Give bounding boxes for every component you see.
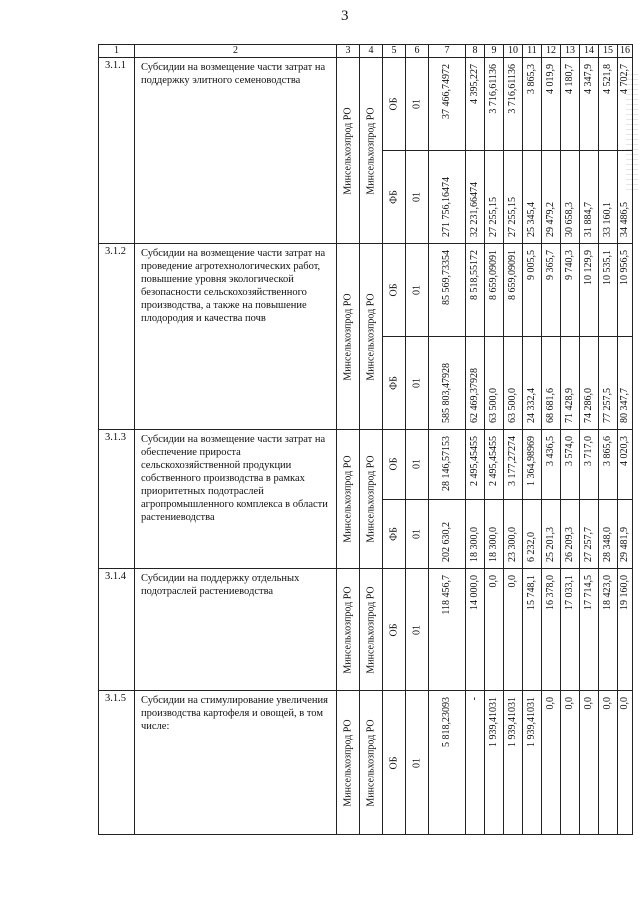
amount-value: 8 659,09091 xyxy=(488,250,499,300)
amount-cell xyxy=(466,499,485,569)
amount-cell xyxy=(485,430,504,500)
header-cell: 15 xyxy=(599,45,618,58)
table-row xyxy=(99,58,633,151)
header-row xyxy=(99,45,633,58)
amount-cell xyxy=(542,430,561,500)
amount-cell xyxy=(429,151,466,244)
amount-value: 9 740,3 xyxy=(564,250,575,280)
budget-source-text: ОБ xyxy=(388,97,400,111)
row-description: Субсидии на возмещение части затрат на поддержку элитного семеноводства xyxy=(135,58,337,244)
amount-cell xyxy=(599,430,618,500)
row-description: Субсидии на стимулирование увеличения производства картофеля и овощей, в том числе: xyxy=(135,691,337,835)
budget-source-text: ОБ xyxy=(388,457,400,471)
amount-value: 24 332,4 xyxy=(526,388,537,423)
budget-source-text: ФБ xyxy=(388,526,400,541)
budget-code-text: 01 xyxy=(411,378,423,388)
amount-value: 4 395,227 xyxy=(469,64,480,104)
amount-cell xyxy=(429,337,466,430)
amount-cell xyxy=(599,569,618,691)
amount-value: 30 658,3 xyxy=(564,202,575,237)
amount-value: 5 818,23093 xyxy=(441,697,452,747)
amount-value: 10 129,9 xyxy=(583,250,594,285)
amount-value: 14 000,0 xyxy=(469,575,480,610)
row-number: 3.1.1 xyxy=(99,58,135,244)
amount-cell xyxy=(466,430,485,500)
amount-cell xyxy=(429,691,466,835)
header-cell: 14 xyxy=(580,45,599,58)
amount-cell xyxy=(542,499,561,569)
amount-cell xyxy=(542,569,561,691)
participant-text: Минсельхозпрод РО xyxy=(365,106,377,195)
budget-source-cell xyxy=(383,569,406,691)
amount-value: 8 518,55172 xyxy=(469,250,480,300)
amount-cell xyxy=(485,58,504,151)
amount-cell xyxy=(580,569,599,691)
amount-cell xyxy=(599,58,618,151)
amount-value: 0,0 xyxy=(583,697,594,710)
amount-value: 0,0 xyxy=(488,575,499,588)
header-cell: 2 xyxy=(135,45,337,58)
amount-value: 17 033,1 xyxy=(564,575,575,610)
amount-value: 3 574,0 xyxy=(564,436,575,466)
amount-value: 9 005,5 xyxy=(526,250,537,280)
amount-cell xyxy=(523,499,542,569)
amount-value: 3 716,61136 xyxy=(507,64,518,114)
amount-value: 4 347,9 xyxy=(583,64,594,94)
budget-code-cell xyxy=(406,151,429,244)
amount-value: 77 257,5 xyxy=(602,388,613,423)
amount-cell xyxy=(599,499,618,569)
amount-cell xyxy=(523,337,542,430)
amount-cell xyxy=(561,430,580,500)
amount-value: 23 300,0 xyxy=(507,527,518,562)
header-cell: 16 xyxy=(618,45,633,58)
amount-value: 28 146,57153 xyxy=(441,436,452,491)
executor-text: Минсельхозпрод РО xyxy=(342,106,354,195)
amount-cell xyxy=(429,430,466,500)
header-cell: 1 xyxy=(99,45,135,58)
amount-cell xyxy=(504,691,523,835)
row-number: 3.1.2 xyxy=(99,244,135,430)
budget-code-cell xyxy=(406,499,429,569)
table-row xyxy=(99,691,633,835)
budget-source-text: ОБ xyxy=(388,283,400,297)
budget-code-text: 01 xyxy=(411,624,423,635)
amount-value: 26 209,3 xyxy=(564,527,575,562)
amount-value: 29 479,2 xyxy=(545,202,556,237)
amount-value: 25 201,3 xyxy=(545,527,556,562)
amount-cell xyxy=(504,58,523,151)
amount-value: 3 436,5 xyxy=(545,436,556,466)
amount-value: 4 020,3 xyxy=(619,436,630,466)
participant-text: Минсельхозпрод РО xyxy=(365,718,377,807)
amount-value: 202 630,2 xyxy=(441,522,452,562)
budget-source-cell xyxy=(383,337,406,430)
participant-cell xyxy=(360,569,383,691)
amount-value: 3 716,61136 xyxy=(488,64,499,114)
amount-cell xyxy=(523,691,542,835)
amount-cell xyxy=(485,337,504,430)
header-cell: 13 xyxy=(561,45,580,58)
participant-text: Минсельхозпрод РО xyxy=(365,455,377,543)
budget-source-cell xyxy=(383,691,406,835)
amount-cell xyxy=(561,244,580,337)
executor-cell xyxy=(337,569,360,691)
amount-value: 10 956,5 xyxy=(619,250,630,285)
amount-value: 1 939,41031 xyxy=(507,697,518,747)
amount-value: 15 748,1 xyxy=(526,575,537,610)
amount-cell xyxy=(523,569,542,691)
participant-text: Минсельхозпрод РО xyxy=(365,292,377,381)
budget-code-text: 01 xyxy=(411,99,423,109)
amount-cell xyxy=(485,569,504,691)
header-cell: 10 xyxy=(504,45,523,58)
amount-cell xyxy=(542,691,561,835)
amount-value: 27 255,15 xyxy=(488,197,499,237)
amount-cell xyxy=(504,499,523,569)
amount-cell xyxy=(618,337,633,430)
row-number: 3.1.5 xyxy=(99,691,135,835)
amount-value: 118 456,7 xyxy=(441,575,452,615)
amount-value: 18 300,0 xyxy=(488,527,499,562)
amount-value: 2 495,45455 xyxy=(488,436,499,486)
amount-cell xyxy=(580,691,599,835)
amount-value: 1 939,41031 xyxy=(488,697,499,747)
amount-cell xyxy=(618,151,633,244)
amount-value: 68 681,6 xyxy=(545,388,556,423)
amount-value: 31 884,7 xyxy=(583,202,594,237)
amount-value: 16 378,0 xyxy=(545,575,556,610)
participant-cell xyxy=(360,244,383,430)
amount-cell xyxy=(561,151,580,244)
amount-value: 32 231,66474 xyxy=(469,182,480,237)
participant-cell xyxy=(360,691,383,835)
amount-value: 25 345,4 xyxy=(526,202,537,237)
row-number: 3.1.4 xyxy=(99,569,135,691)
amount-cell xyxy=(485,151,504,244)
amount-cell xyxy=(429,569,466,691)
amount-cell xyxy=(466,244,485,337)
amount-cell xyxy=(599,151,618,244)
amount-cell xyxy=(485,244,504,337)
amount-cell xyxy=(542,244,561,337)
amount-value: 63 500,0 xyxy=(507,388,518,423)
amount-value: 9 365,7 xyxy=(545,250,556,280)
amount-value: 1 364,98969 xyxy=(526,436,537,486)
amount-value: 1 939,41031 xyxy=(526,697,537,747)
amount-cell xyxy=(504,337,523,430)
amount-value: 28 348,0 xyxy=(602,527,613,562)
amount-value: 4 521,8 xyxy=(602,64,613,94)
budget-source-text: ФБ xyxy=(388,376,400,390)
amount-value: 80 347,7 xyxy=(619,388,630,423)
budget-code-cell xyxy=(406,691,429,835)
amount-cell xyxy=(485,691,504,835)
row-description: Субсидии на поддержку отдельных подотраслей растениеводства xyxy=(135,569,337,691)
amount-value: 3 177,27274 xyxy=(507,436,518,486)
amount-cell xyxy=(580,430,599,500)
amount-value: 10 535,1 xyxy=(602,250,613,285)
budget-code-text: 01 xyxy=(411,192,423,202)
row-number: 3.1.3 xyxy=(99,430,135,569)
amount-cell xyxy=(466,691,485,835)
budget-code-cell xyxy=(406,58,429,151)
amount-value: 6 232,0 xyxy=(526,532,537,562)
amount-value: 18 423,0 xyxy=(602,575,613,610)
header-cell: 11 xyxy=(523,45,542,58)
amount-value: 85 569,73354 xyxy=(441,250,452,305)
row-description: Субсидии на возмещение части затрат на проведение агротехнологических работ, повышение уровня экологической безопасности сельскохозяйственного производства, а также на повышение плодородия и качества почв xyxy=(135,244,337,430)
budget-source-cell xyxy=(383,499,406,569)
header-cell: 8 xyxy=(466,45,485,58)
executor-text: Минсельхозпрод РО xyxy=(342,292,354,381)
amount-value: 18 300,0 xyxy=(469,527,480,562)
budget-source-cell xyxy=(383,58,406,151)
amount-cell xyxy=(599,691,618,835)
amount-cell xyxy=(466,569,485,691)
budget-code-cell xyxy=(406,337,429,430)
amount-value: 0,0 xyxy=(564,697,575,710)
amount-cell xyxy=(429,58,466,151)
amount-value: 74 286,0 xyxy=(583,388,594,423)
budget-source-text: ОБ xyxy=(388,623,400,636)
amount-cell xyxy=(523,430,542,500)
header-cell: 6 xyxy=(406,45,429,58)
amount-value: 585 803,47928 xyxy=(441,363,452,423)
amount-value: 27 257,7 xyxy=(583,527,594,562)
amount-cell xyxy=(429,244,466,337)
budget-source-cell xyxy=(383,430,406,500)
budget-code-cell xyxy=(406,430,429,500)
budget-code-text: 01 xyxy=(411,528,423,539)
amount-value: 37 466,74972 xyxy=(441,64,452,119)
executor-text: Минсельхозпрод РО xyxy=(342,585,354,674)
amount-cell xyxy=(580,58,599,151)
amount-value: 0,0 xyxy=(619,697,630,710)
amount-cell xyxy=(466,151,485,244)
executor-cell xyxy=(337,244,360,430)
amount-cell xyxy=(523,244,542,337)
budget-code-cell xyxy=(406,244,429,337)
amount-cell xyxy=(618,430,633,500)
amount-value: 71 428,9 xyxy=(564,388,575,423)
executor-cell xyxy=(337,430,360,569)
amount-value: 34 486,5 xyxy=(619,202,630,237)
amount-value: 33 160,1 xyxy=(602,202,613,237)
amount-cell xyxy=(561,691,580,835)
amount-cell xyxy=(466,337,485,430)
executor-cell xyxy=(337,58,360,244)
amount-value: 0,0 xyxy=(507,575,518,588)
amount-cell xyxy=(523,58,542,151)
amount-value: 4 702,7 xyxy=(619,64,630,94)
budget-code-cell xyxy=(406,569,429,691)
amount-cell xyxy=(504,430,523,500)
amount-cell xyxy=(542,337,561,430)
amount-value: 4 019,9 xyxy=(545,64,556,94)
amount-cell xyxy=(542,58,561,151)
budget-code-text: 01 xyxy=(411,459,423,470)
amount-value: 63 500,0 xyxy=(488,388,499,423)
budget-source-text: ОБ xyxy=(388,756,400,769)
amount-value: 3 865,3 xyxy=(526,64,537,94)
table-row xyxy=(99,430,633,500)
amount-value: 0,0 xyxy=(545,697,556,710)
amount-value: 271 756,16474 xyxy=(441,177,452,237)
amount-value: 2 495,45455 xyxy=(469,436,480,486)
amount-cell xyxy=(561,337,580,430)
amount-value: 27 255,15 xyxy=(507,197,518,237)
amount-value: 29 481,9 xyxy=(619,527,630,562)
amount-cell xyxy=(580,337,599,430)
amount-cell xyxy=(542,151,561,244)
amount-value: 3 865,6 xyxy=(602,436,613,466)
amount-cell xyxy=(580,244,599,337)
executor-cell xyxy=(337,691,360,835)
amount-cell xyxy=(504,569,523,691)
amount-cell xyxy=(618,58,633,151)
budget-source-text: ФБ xyxy=(388,190,400,204)
amount-cell xyxy=(561,569,580,691)
amount-cell xyxy=(466,58,485,151)
amount-value: 8 659,09091 xyxy=(507,250,518,300)
amount-cell xyxy=(618,244,633,337)
amount-cell xyxy=(580,499,599,569)
amount-value: 4 180,7 xyxy=(564,64,575,94)
amount-cell xyxy=(504,151,523,244)
participant-text: Минсельхозпрод РО xyxy=(365,585,377,674)
amount-cell xyxy=(618,499,633,569)
amount-cell xyxy=(599,337,618,430)
amount-cell xyxy=(485,499,504,569)
header-cell: 4 xyxy=(360,45,383,58)
participant-cell xyxy=(360,58,383,244)
amount-cell xyxy=(618,569,633,691)
amount-cell xyxy=(523,151,542,244)
participant-cell xyxy=(360,430,383,569)
budget-code-text: 01 xyxy=(411,757,423,768)
executor-text: Минсельхозпрод РО xyxy=(342,718,354,807)
header-cell: 3 xyxy=(337,45,360,58)
table-row xyxy=(99,244,633,337)
executor-text: Минсельхозпрод РО xyxy=(342,455,354,543)
amount-cell xyxy=(504,244,523,337)
header-cell: 7 xyxy=(429,45,466,58)
amount-value: 19 160,0 xyxy=(619,575,630,610)
amount-value: 62 469,37928 xyxy=(469,368,480,423)
header-cell: 9 xyxy=(485,45,504,58)
row-description: Субсидии на возмещение части затрат на обеспечение прироста сельскохозяйственной продукции собственного производства в рамках приоритетных подотраслей агропромышленного комплекса в области растениеводства xyxy=(135,430,337,569)
amount-cell xyxy=(561,499,580,569)
budget-source-cell xyxy=(383,151,406,244)
budget-table xyxy=(98,44,633,835)
amount-cell xyxy=(618,691,633,835)
table-row xyxy=(99,569,633,691)
amount-value: 17 714,5 xyxy=(583,575,594,610)
amount-cell xyxy=(580,151,599,244)
amount-cell xyxy=(599,244,618,337)
header-cell: 12 xyxy=(542,45,561,58)
amount-value: - xyxy=(469,697,480,701)
amount-value: 3 717,0 xyxy=(583,436,594,466)
budget-code-text: 01 xyxy=(411,285,423,295)
page-number: 3 xyxy=(341,8,349,24)
amount-cell xyxy=(561,58,580,151)
amount-cell xyxy=(429,499,466,569)
amount-value: 0,0 xyxy=(602,697,613,710)
header-cell: 5 xyxy=(383,45,406,58)
budget-source-cell xyxy=(383,244,406,337)
